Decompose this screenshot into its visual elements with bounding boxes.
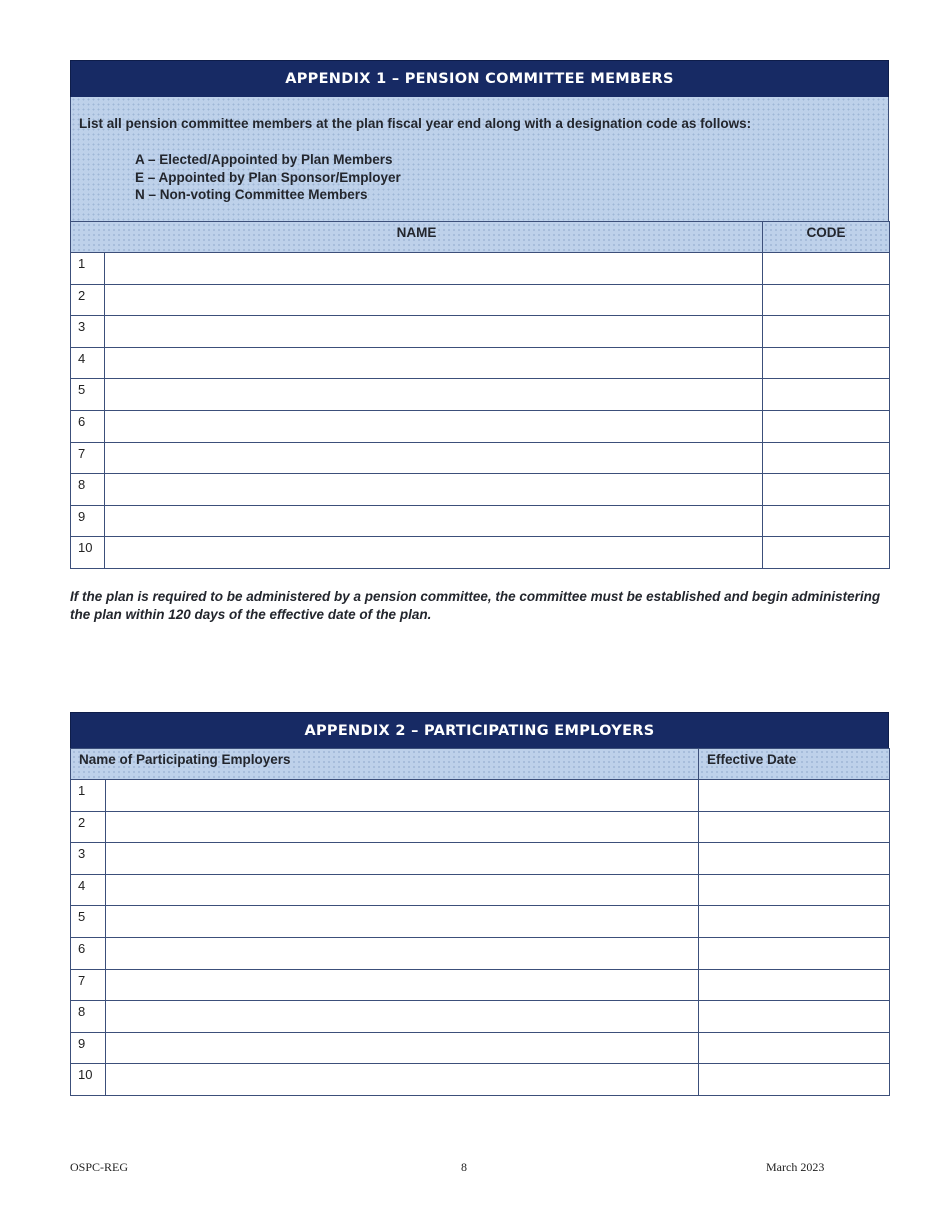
employer-row: [71, 969, 890, 1001]
effective-date-field[interactable]: [699, 937, 890, 969]
row-number: 9: [71, 1032, 106, 1064]
effective-date-field[interactable]: [699, 811, 890, 843]
employer-name-field[interactable]: [106, 874, 699, 906]
employer-name-field[interactable]: [106, 811, 699, 843]
row-number: 3: [71, 843, 106, 875]
row-number: 6: [71, 937, 106, 969]
employer-name-field[interactable]: [106, 1064, 699, 1096]
member-name-field[interactable]: [105, 474, 763, 506]
row-number: 5: [71, 906, 106, 938]
appendix2-title: APPENDIX 2 – PARTICIPATING EMPLOYERS: [70, 712, 889, 749]
row-number: 1: [71, 253, 105, 285]
member-name-field[interactable]: [105, 537, 763, 569]
footer-date: March 2023: [766, 1160, 825, 1174]
effective-date-field[interactable]: [699, 906, 890, 938]
code-e: E – Appointed by Plan Sponsor/Employer: [135, 169, 401, 185]
member-name-field[interactable]: [105, 284, 763, 316]
committee-note: If the plan is required to be administered by a pension committee, the committee must be established and begin administering the plan within 120 days of the effective date of the plan.: [70, 589, 881, 622]
employer-row: [71, 780, 890, 812]
appendix1-title: APPENDIX 1 – PENSION COMMITTEE MEMBERS: [70, 60, 889, 98]
employer-row: [71, 1032, 890, 1064]
member-name-field[interactable]: [105, 505, 763, 537]
committee-member-row: [71, 253, 890, 285]
row-number: 8: [71, 1001, 106, 1033]
footer-page-number: 8: [461, 1160, 467, 1174]
row-number: 5: [71, 379, 105, 411]
committee-member-row: [71, 284, 890, 316]
effective-date-field[interactable]: [699, 780, 890, 812]
employer-name-field[interactable]: [106, 969, 699, 1001]
committee-member-row: [71, 474, 890, 506]
employer-row: [71, 843, 890, 875]
row-number: 2: [71, 811, 106, 843]
committee-member-row: [71, 379, 890, 411]
employer-row: [71, 874, 890, 906]
member-name-field[interactable]: [105, 410, 763, 442]
committee-member-row: [71, 316, 890, 348]
member-code-field[interactable]: [763, 537, 890, 569]
effective-date-field[interactable]: [699, 874, 890, 906]
row-number: 2: [71, 284, 105, 316]
row-number: 9: [71, 505, 105, 537]
employer-name-field[interactable]: [106, 780, 699, 812]
row-number: 10: [71, 537, 105, 569]
member-code-field[interactable]: [763, 316, 890, 348]
code-n: N – Non-voting Committee Members: [135, 187, 368, 202]
employer-row: [71, 937, 890, 969]
member-code-field[interactable]: [763, 253, 890, 285]
code-column-header: CODE: [763, 222, 890, 253]
member-name-field[interactable]: [105, 253, 763, 285]
row-number: 6: [71, 410, 105, 442]
employer-name-field[interactable]: [106, 906, 699, 938]
committee-member-row: [71, 505, 890, 537]
employer-row: [71, 811, 890, 843]
committee-member-row: [71, 347, 890, 379]
name-column-header: NAME: [71, 222, 763, 253]
row-number: 4: [71, 874, 106, 906]
appendix1-instructions: [70, 97, 889, 222]
member-code-field[interactable]: [763, 284, 890, 316]
row-number: 1: [71, 780, 106, 812]
code-a: A – Elected/Appointed by Plan Members: [135, 152, 393, 167]
committee-member-row: [71, 442, 890, 474]
instructions-text: List all pension committee members at the plan fiscal year end along with a designation code as follows:: [79, 116, 752, 131]
row-number: 7: [71, 442, 105, 474]
row-number: 8: [71, 474, 105, 506]
employer-row: [71, 1064, 890, 1096]
employer-row: [71, 906, 890, 938]
committee-member-row: [71, 410, 890, 442]
row-number: 4: [71, 347, 105, 379]
effective-date-field[interactable]: [699, 969, 890, 1001]
effective-date-field[interactable]: [699, 843, 890, 875]
member-code-field[interactable]: [763, 474, 890, 506]
effective-date-field[interactable]: [699, 1032, 890, 1064]
employer-column-header: Name of Participating Employers: [71, 749, 699, 780]
employer-row: [71, 1001, 890, 1033]
member-code-field[interactable]: [763, 410, 890, 442]
row-number: 3: [71, 316, 105, 348]
participating-employers-table: [70, 748, 890, 1096]
effective-date-field[interactable]: [699, 1001, 890, 1033]
member-name-field[interactable]: [105, 442, 763, 474]
row-number: 7: [71, 969, 106, 1001]
member-code-field[interactable]: [763, 505, 890, 537]
employer-name-field[interactable]: [106, 1032, 699, 1064]
employer-name-field[interactable]: [106, 937, 699, 969]
employer-name-field[interactable]: [106, 1001, 699, 1033]
effective-date-field[interactable]: [699, 1064, 890, 1096]
member-code-field[interactable]: [763, 379, 890, 411]
member-name-field[interactable]: [105, 316, 763, 348]
employer-name-field[interactable]: [106, 843, 699, 875]
committee-member-row: [71, 537, 890, 569]
member-name-field[interactable]: [105, 379, 763, 411]
designation-codes: [135, 151, 401, 204]
row-number: 10: [71, 1064, 106, 1096]
footer-form-id: OSPC-REG: [70, 1160, 129, 1174]
committee-members-table: [70, 221, 890, 569]
effective-date-column-header: Effective Date: [699, 749, 890, 780]
member-name-field[interactable]: [105, 347, 763, 379]
member-code-field[interactable]: [763, 442, 890, 474]
member-code-field[interactable]: [763, 347, 890, 379]
